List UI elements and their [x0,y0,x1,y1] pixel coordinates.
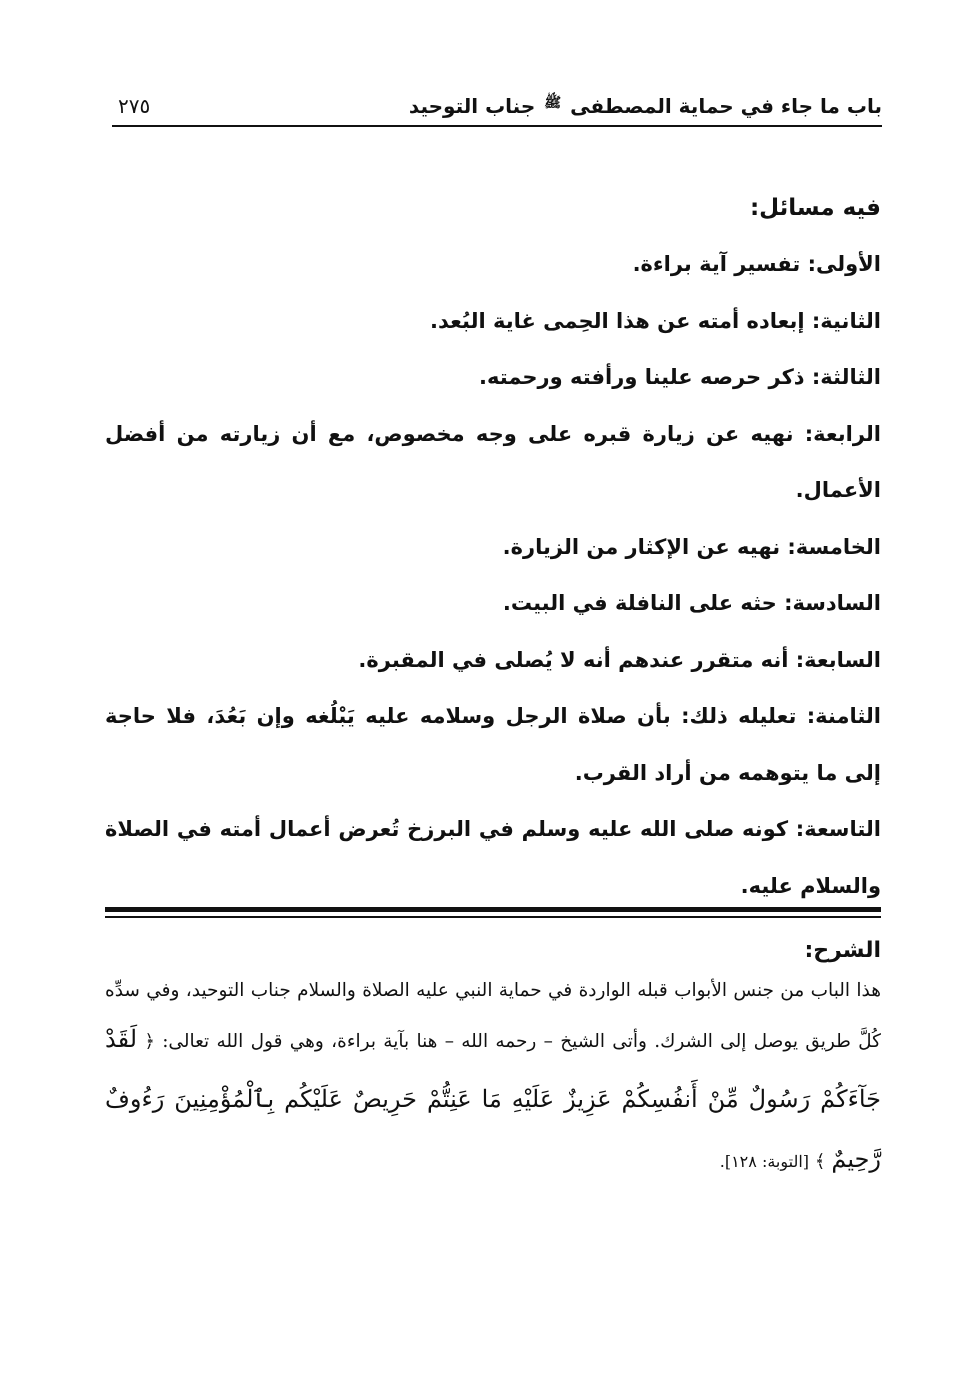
section-divider-thick [105,907,881,912]
verse-reference: [التوبة: ١٢٨]. [719,1152,810,1171]
issue-item-1: الأولى: تفسير آية براءة. [632,252,881,276]
section-divider-thin [105,916,881,918]
page-number: ٢٧٥ [118,94,151,118]
header-rule [112,125,882,127]
issues-heading: فيه مسائل: [749,195,881,221]
issue-item-2: الثانية: إبعاده أمته عن هذا الحِمى غاية البُعد. [430,308,881,333]
commentary-heading: الشرح: [804,938,881,963]
issue-item-7: السابعة: أنه متقرر عندهم أنه لا يُصلى في المقبرة. [358,647,881,672]
commentary-text: هذا الباب من جنس الأبواب قبله الواردة في حماية النبي عليه الصلاة والسلام جناب التوحيد، وفي سدِّه كُلَّ طريق يوصل إلى الشرك. وأتى الشيخ – رحمه الله – هنا بآية براءة، وهي قول الله تعالى: [105,980,881,1052]
commentary-section [105,930,881,1189]
issue-item-3: الثالثة: ذكر حرصه علينا ورأفته ورحمته. [479,365,881,389]
issue-item-4: الرابعة: نهيه عن زيارة قبره على وجه مخصوص، مع أن زيارته من أفضل الأعمال. [105,421,881,502]
quran-close-bracket: ﴾ [814,1151,826,1172]
issue-item-8: الثامنة: تعليله ذلك: بأن صلاة الرجل وسلامه عليه يَبْلُغه وإن بَعُدَ، فلا حاجة إلى ما يتوهمه من أراد القرب. [105,704,881,785]
issue-item-5: الخامسة: نهيه عن الإكثار من الزيارة. [502,534,881,559]
issues-section [105,180,881,914]
quran-verse: لَقَدْ جَآءَكُمْ رَسُولٌ مِّنْ أَنفُسِكُمْ عَزِيزٌ عَلَيْهِ مَا عَنِتُّمْ حَرِيصٌ عَلَيْكُم بِٱلْمُؤْمِنِينَ رَءُوفٌ رَّحِيمٌ [105,1025,882,1173]
quran-open-bracket: ﴿ [144,1031,155,1052]
page-header [112,88,882,128]
running-title-part2: جناب التوحيد [408,94,536,118]
issue-item-6: السادسة: حثه على النافلة في البيت. [502,591,881,615]
running-title [409,94,882,118]
commentary-paragraph [105,972,881,1189]
running-title-part1: باب ما جاء في حماية المصطفى [570,94,882,118]
salawat-honorific: ﷺ [544,95,562,111]
issue-item-9: التاسعة: كونه صلى الله عليه وسلم في البرزخ تُعرض أعمال أمته في الصلاة والسلام عليه. [105,817,881,898]
